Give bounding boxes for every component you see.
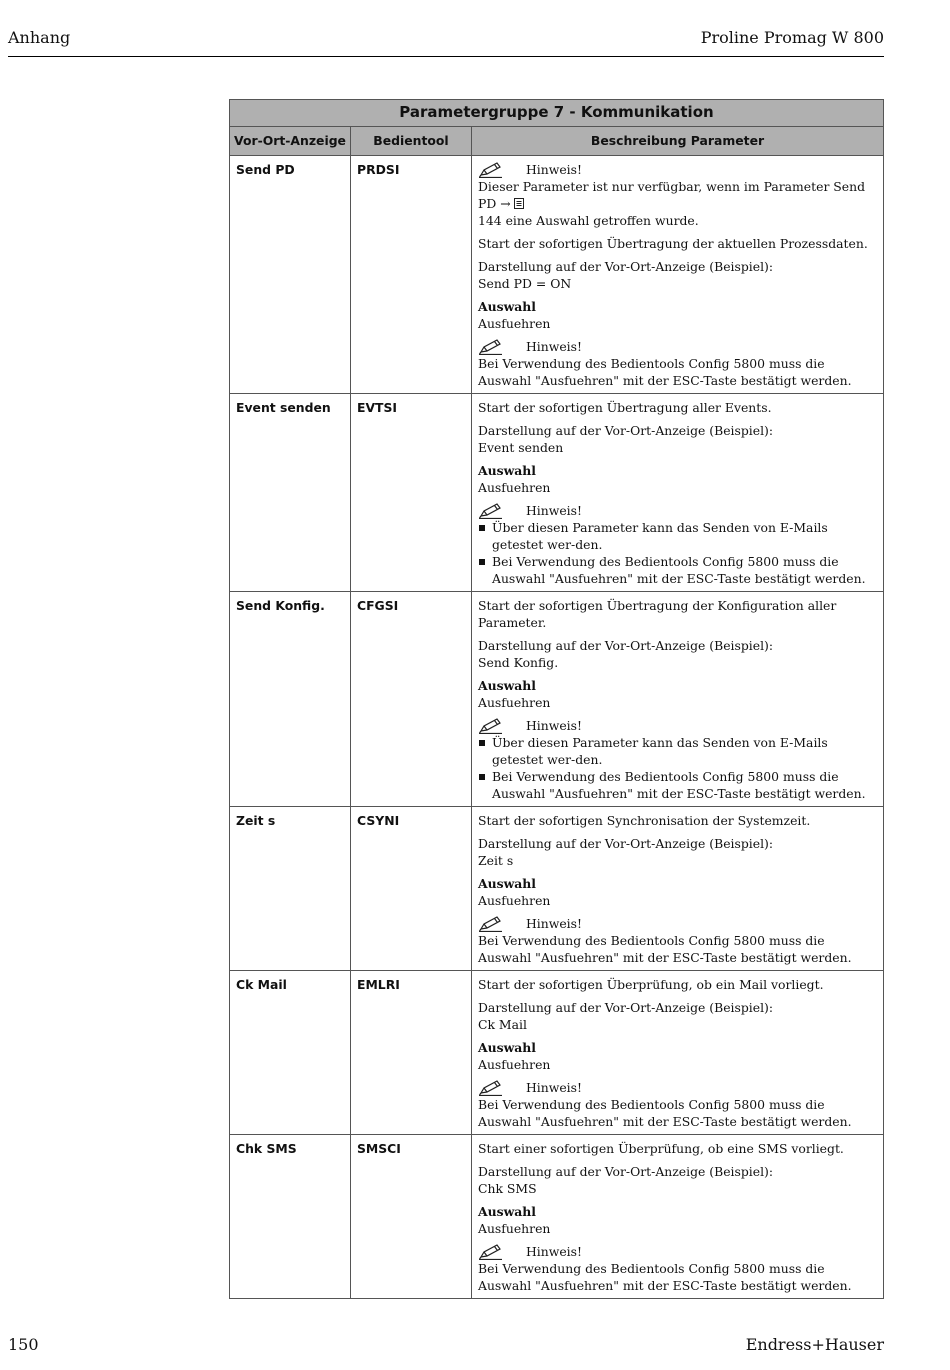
display-example-value: Chk SMS (478, 1181, 537, 1196)
note (478, 1243, 877, 1294)
display-example: Darstellung auf der Vor-Ort-Anzeige (Beispiel): Send PD = ON (478, 258, 877, 292)
note-bullet-list (478, 734, 877, 802)
display-name: Send Konfig. (230, 592, 351, 807)
choice-label: Auswahl (478, 876, 537, 891)
note (478, 502, 877, 587)
display-name: Zeit s (230, 807, 351, 971)
choice-value: Ausfuehren (478, 316, 551, 331)
page-footer (8, 1335, 884, 1357)
choice-label: Auswahl (478, 299, 537, 314)
pencil-note-icon (478, 915, 518, 932)
display-example-value: Send PD = ON (478, 276, 572, 291)
display-example: Darstellung auf der Vor-Ort-Anzeige (Beispiel): Ck Mail (478, 999, 877, 1033)
page-number: 150 (8, 1335, 39, 1354)
display-example-value: Event senden (478, 440, 564, 455)
description-cell (472, 1135, 884, 1299)
tool-code: CSYNI (351, 807, 472, 971)
description-text: Start der sofortigen Überprüfung, ob ein Mail vorliegt. (478, 977, 824, 992)
brand-name: Endress+Hauser (745, 1335, 884, 1354)
bullet-icon (479, 740, 485, 746)
note (478, 915, 877, 966)
tool-code: CFGSI (351, 592, 472, 807)
display-example: Darstellung auf der Vor-Ort-Anzeige (Beispiel): Send Konfig. (478, 637, 877, 671)
description-text: Start der sofortigen Übertragung der Konfiguration aller Parameter. (478, 598, 837, 630)
note (478, 1079, 877, 1130)
choice-value: Ausfuehren (478, 1057, 551, 1072)
note-label: Hinweis! (526, 1080, 582, 1095)
parameter-table (229, 99, 884, 1299)
choice-block (478, 1203, 877, 1237)
choice-value: Ausfuehren (478, 1221, 551, 1236)
display-example-value: Send Konfig. (478, 655, 559, 670)
choice-block (478, 677, 877, 711)
list-item: Bei Verwendung des Bedientools Config 5800 muss die Auswahl "Ausfuehren" mit der ESC-Taste bestätigt werden. (478, 768, 877, 802)
display-example: Darstellung auf der Vor-Ort-Anzeige (Beispiel): Chk SMS (478, 1163, 877, 1197)
pencil-note-icon (478, 338, 518, 355)
display-example-value: Ck Mail (478, 1017, 527, 1032)
description-cell (472, 971, 884, 1135)
note-label: Hinweis! (526, 916, 582, 931)
note-text: Bei Verwendung des Bedientools Config 5800 muss die Auswahl "Ausfuehren" mit der ESC-Taste bestätigt werden. (478, 1261, 852, 1293)
choice-block (478, 462, 877, 496)
note-label: Hinweis! (526, 1244, 582, 1259)
display-example: Darstellung auf der Vor-Ort-Anzeige (Beispiel): Zeit s (478, 835, 877, 869)
page-reference-icon (514, 196, 524, 207)
pencil-note-icon (478, 717, 518, 734)
choice-label: Auswahl (478, 463, 537, 478)
note (478, 161, 877, 229)
column-header-display: Vor-Ort-Anzeige (230, 127, 351, 156)
pencil-note-icon (478, 161, 518, 178)
column-header-description: Beschreibung Parameter (472, 127, 884, 156)
note-text: Dieser Parameter ist nur verfügbar, wenn im Parameter Send PD → 144 eine Auswahl getroffen wurde. (478, 179, 866, 228)
choice-value: Ausfuehren (478, 480, 551, 495)
tool-code: PRDSI (351, 156, 472, 394)
pencil-note-icon (478, 1243, 518, 1260)
note-label: Hinweis! (526, 162, 582, 177)
page-header (8, 28, 884, 57)
description-cell (472, 592, 884, 807)
display-name: Chk SMS (230, 1135, 351, 1299)
tool-code: EMLRI (351, 971, 472, 1135)
list-item: Bei Verwendung des Bedientools Config 5800 muss die Auswahl "Ausfuehren" mit der ESC-Taste bestätigt werden. (478, 553, 877, 587)
note (478, 717, 877, 802)
tool-code: EVTSI (351, 394, 472, 592)
display-name: Event senden (230, 394, 351, 592)
product-title: Proline Promag W 800 (700, 28, 884, 47)
note-text: Bei Verwendung des Bedientools Config 5800 muss die Auswahl "Ausfuehren" mit der ESC-Taste bestätigt werden. (478, 1097, 852, 1129)
table-row (230, 971, 884, 1135)
note-label: Hinweis! (526, 718, 582, 733)
description-text: Start einer sofortigen Überprüfung, ob eine SMS vorliegt. (478, 1141, 844, 1156)
bullet-icon (479, 559, 485, 565)
table-title: Parametergruppe 7 - Kommunikation (230, 100, 884, 127)
choice-label: Auswahl (478, 1204, 537, 1219)
note-text: Bei Verwendung des Bedientools Config 5800 muss die Auswahl "Ausfuehren" mit der ESC-Taste bestätigt werden. (478, 356, 852, 388)
pencil-note-icon (478, 502, 518, 519)
table-row (230, 592, 884, 807)
table-row (230, 394, 884, 592)
note-label: Hinweis! (526, 339, 582, 354)
note (478, 338, 877, 389)
choice-label: Auswahl (478, 1040, 537, 1055)
pencil-note-icon (478, 1079, 518, 1096)
choice-label: Auswahl (478, 678, 537, 693)
choice-block (478, 1039, 877, 1073)
display-example: Darstellung auf der Vor-Ort-Anzeige (Beispiel): Event senden (478, 422, 877, 456)
display-example-value: Zeit s (478, 853, 514, 868)
tool-code: SMSCI (351, 1135, 472, 1299)
note-label: Hinweis! (526, 503, 582, 518)
choice-value: Ausfuehren (478, 893, 551, 908)
choice-block (478, 298, 877, 332)
display-name: Send PD (230, 156, 351, 394)
description-text: Start der sofortigen Synchronisation der Systemzeit. (478, 813, 811, 828)
description-text: Start der sofortigen Übertragung der aktuellen Prozessdaten. (478, 236, 868, 251)
note-text: Bei Verwendung des Bedientools Config 5800 muss die Auswahl "Ausfuehren" mit der ESC-Taste bestätigt werden. (478, 933, 852, 965)
table-row (230, 807, 884, 971)
description-cell (472, 807, 884, 971)
description-cell (472, 156, 884, 394)
column-header-tool: Bedientool (351, 127, 472, 156)
list-item: Über diesen Parameter kann das Senden von E-Mails getestet wer-den. (478, 519, 877, 553)
display-name: Ck Mail (230, 971, 351, 1135)
bullet-icon (479, 774, 485, 780)
bullet-icon (479, 525, 485, 531)
list-item: Über diesen Parameter kann das Senden von E-Mails getestet wer-den. (478, 734, 877, 768)
table-row (230, 156, 884, 394)
description-cell (472, 394, 884, 592)
description-text: Start der sofortigen Übertragung aller Events. (478, 400, 772, 415)
choice-block (478, 875, 877, 909)
table-row (230, 1135, 884, 1299)
choice-value: Ausfuehren (478, 695, 551, 710)
note-bullet-list (478, 519, 877, 587)
section-title: Anhang (8, 28, 71, 47)
